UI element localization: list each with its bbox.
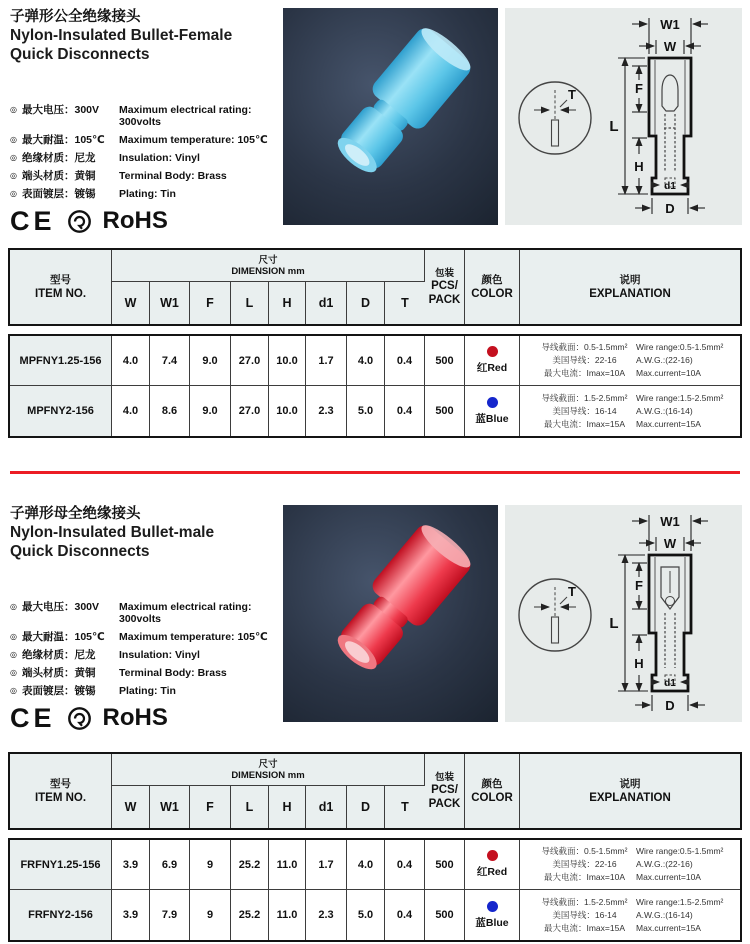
certification-logos: [10, 206, 278, 236]
dim-cell: 3.9: [112, 840, 150, 890]
dim-cell: 11.0: [269, 890, 306, 940]
bullet-icon: ◎: [10, 650, 17, 659]
spec-cn: 最大耐温：105℃: [22, 631, 105, 643]
explanation-cell: 导线截面：0.5-1.5mm² Wire range:0.5-1.5mm² 美国导线：22-16 A.W.G.:(22-16) 最大电流：Imax=10A Max.current=10A: [520, 336, 740, 386]
dim-cell: 25.2: [231, 840, 269, 890]
dim-cell: 1.7: [306, 840, 347, 890]
dim-cell: 4.0: [347, 840, 385, 890]
dim-label-h: H: [634, 656, 644, 671]
spec-row: [10, 170, 278, 182]
red-divider: [10, 471, 740, 474]
rohs-label: RoHS: [102, 704, 168, 731]
spec-row: [10, 685, 278, 697]
dim-cell: 5.0: [347, 386, 385, 436]
dim-cell: 9: [190, 890, 231, 940]
dim-cell: 27.0: [231, 386, 269, 436]
spec-cn: 绝缘材质：尼龙: [22, 152, 96, 164]
pack-cell: 500: [425, 890, 465, 940]
col-header-color: 颜色 COLOR: [465, 250, 520, 324]
col-header-T: T: [401, 800, 409, 814]
col-header-d1: d1: [306, 282, 347, 324]
product-title-cn: 子弹形母全绝缘接头: [10, 506, 141, 522]
dim-cell: 2.3: [306, 890, 347, 940]
spec-row: [10, 601, 278, 625]
bullet-icon: ◎: [10, 189, 17, 198]
spec-row: [10, 134, 278, 146]
product-title-cn: 子弹形公全绝缘接头: [10, 9, 141, 25]
dim-label-w1: W1: [660, 514, 680, 529]
col-header-F: F: [190, 786, 231, 828]
color-dot-red: [487, 346, 498, 357]
explanation-cell: 导线截面：1.5-2.5mm² Wire range:1.5-2.5mm² 美国导线：16-14 A.W.G.:(16-14) 最大电流：Imax=15A Max.current=15A: [541, 896, 724, 933]
spec-row: [10, 188, 278, 200]
col-header-D: D: [347, 786, 385, 828]
dim-label-d: D: [665, 698, 675, 713]
dim-cell: 0.4: [385, 386, 425, 436]
explanation-cell: 导线截面：1.5-2.5mm² Wire range:1.5-2.5mm² 美国导线：16-14 A.W.G.:(16-14) 最大电流：Imax=15A Max.current=15A: [541, 392, 724, 429]
col-header-W1: W1: [150, 282, 190, 324]
col-header-pack: 包装 PCS/ PACK: [425, 250, 465, 324]
table-1-header: [8, 248, 742, 326]
spec-en: Maximum temperature: 105℃: [119, 134, 268, 146]
spec-row: [10, 631, 278, 643]
col-header-pack: 包装 PCS/ PACK: [425, 754, 465, 828]
col-header-D: D: [347, 282, 385, 324]
dim-label-h: H: [634, 159, 644, 174]
col-header-F: F: [190, 282, 231, 324]
spec-cn: 最大电压：300V: [22, 601, 100, 613]
spec-row: [10, 152, 278, 164]
product-info-1: [10, 8, 278, 236]
dim-cell: 9: [190, 840, 231, 890]
color-cell: 红Red: [465, 840, 520, 890]
item-no-cell: FRFNY1.25-156: [10, 840, 112, 890]
dim-label-w: W: [663, 536, 677, 551]
dim-cell: 0.4: [385, 840, 425, 890]
spec-en: Plating: Tin: [119, 685, 176, 697]
rohs-label: RoHS: [102, 207, 168, 234]
color-dot-blue: [487, 901, 498, 912]
item-no-cell: MPFNY2-156: [10, 386, 112, 436]
col-header-item: 型号 ITEM NO.: [10, 754, 112, 828]
certification-logos: [10, 703, 278, 733]
dim-cell: 1.7: [306, 336, 347, 386]
spec-en: Maximum temperature: 105℃: [119, 631, 268, 643]
product-title-en: Nylon-Insulated Bullet-Female: [10, 27, 233, 44]
product-title-en2: Quick Disconnects: [10, 543, 150, 560]
col-header-H: H: [269, 282, 306, 324]
product-photo-blue: [283, 8, 498, 225]
item-no-cell: FRFNY2-156: [10, 890, 112, 940]
technical-drawing-panel: [505, 505, 742, 722]
spec-en: Maximum electrical rating: 300volts: [119, 601, 252, 625]
spec-cn: 表面镀层：镀锡: [22, 188, 96, 200]
dim-label-d: D: [665, 201, 675, 216]
explanation-cell: 导线截面：0.5-1.5mm² Wire range:0.5-1.5mm² 美国导线：22-16 A.W.G.:(22-16) 最大电流：Imax=10A Max.current=10A: [520, 840, 740, 890]
dim-cell: 4.0: [112, 336, 150, 386]
dim-label-w: W: [663, 39, 677, 54]
col-header-W1: W1: [150, 786, 190, 828]
spec-cn: 端头材质：黄铜: [22, 667, 96, 679]
spec-row: [10, 667, 278, 679]
ce-mark-icon: CE: [10, 206, 56, 236]
dim-cell: 0.4: [385, 890, 425, 940]
color-dot-blue: [487, 397, 498, 408]
spec-list: [10, 601, 278, 697]
dim-label-w1: W1: [660, 17, 680, 32]
spec-en: Terminal Body: Brass: [119, 170, 227, 182]
technical-drawing: [505, 8, 742, 225]
spec-en: Insulation: Vinyl: [119, 649, 200, 661]
col-header-T: T: [401, 296, 409, 310]
pack-cell: 500: [425, 336, 465, 386]
spec-row: [10, 104, 278, 128]
spec-en: Maximum electrical rating: 300volts: [119, 104, 252, 128]
spec-row: [10, 649, 278, 661]
inner-terminal-female: [662, 75, 678, 187]
col-header-explanation: 说明 EXPLANATION: [589, 273, 671, 300]
dim-cell: 3.9: [112, 890, 150, 940]
dim-cell: 0.4: [385, 336, 425, 386]
dim-cell: 5.0: [347, 890, 385, 940]
dim-cell: 10.0: [269, 336, 306, 386]
spec-cn: 最大电压：300V: [22, 104, 100, 116]
bullet-icon: ◎: [10, 602, 17, 611]
dim-cell: 6.9: [150, 840, 190, 890]
dim-cell: 9.0: [190, 386, 231, 436]
table-2-body: [8, 838, 742, 942]
spec-cn: 绝缘材质：尼龙: [22, 649, 96, 661]
pack-cell: 500: [425, 840, 465, 890]
bullet-icon: ◎: [10, 632, 17, 641]
color-cell: 蓝Blue: [465, 386, 520, 436]
product-info-2: [10, 505, 278, 733]
red-connector-image: [283, 505, 498, 722]
dim-cell: 27.0: [231, 336, 269, 386]
col-header-dimension: 尺寸 DIMENSION mm: [112, 754, 425, 786]
pack-cell: 500: [425, 386, 465, 436]
cert-circle-icon: [67, 209, 92, 234]
dim-cell: 10.0: [269, 386, 306, 436]
col-header-L: L: [231, 282, 269, 324]
table-2-header: [8, 752, 742, 830]
dim-cell: 9.0: [190, 336, 231, 386]
col-header-L: L: [231, 786, 269, 828]
product-title-en: Nylon-Insulated Bullet-male: [10, 524, 215, 541]
color-dot-red: [487, 850, 498, 861]
dim-cell: 8.6: [150, 386, 190, 436]
technical-drawing: [505, 505, 742, 722]
table-1-body: [8, 334, 742, 438]
dim-cell: 2.3: [306, 386, 347, 436]
dim-label-l: L: [609, 615, 619, 632]
dim-cell: 4.0: [347, 336, 385, 386]
col-header-d1: d1: [306, 786, 347, 828]
bullet-icon: ◎: [10, 171, 17, 180]
color-cell: 蓝Blue: [465, 890, 520, 940]
col-header-dimension: 尺寸 DIMENSION mm: [112, 250, 425, 282]
dim-cell: 7.4: [150, 336, 190, 386]
col-header-color: 颜色 COLOR: [465, 754, 520, 828]
spec-list: [10, 104, 278, 200]
col-header-W: W: [112, 282, 150, 324]
col-header-item: 型号 ITEM NO.: [10, 250, 112, 324]
technical-drawing-panel: [505, 8, 742, 225]
dim-cell: 11.0: [269, 840, 306, 890]
bullet-icon: ◎: [10, 135, 17, 144]
cross-section-view: [519, 82, 591, 154]
section-bullet-male: [0, 497, 750, 737]
cert-circle-icon: [67, 706, 92, 731]
cross-section-view: [519, 579, 591, 651]
spec-en: Plating: Tin: [119, 188, 176, 200]
blue-connector-image: [283, 8, 498, 225]
bullet-icon: ◎: [10, 686, 17, 695]
bullet-icon: ◎: [10, 153, 17, 162]
section-bullet-female: [0, 0, 750, 240]
dim-label-f: F: [635, 578, 643, 593]
col-header-W: W: [112, 786, 150, 828]
dim-label-f: F: [635, 81, 643, 96]
item-no-cell: MPFNY1.25-156: [10, 336, 112, 386]
dim-label-l: L: [609, 118, 619, 135]
bullet-icon: ◎: [10, 668, 17, 677]
col-header-explanation: 说明 EXPLANATION: [589, 777, 671, 804]
dim-label-d1: d1: [664, 181, 676, 192]
spec-cn: 最大耐温：105℃: [22, 134, 105, 146]
dim-cell: 25.2: [231, 890, 269, 940]
color-cell: 红Red: [465, 336, 520, 386]
col-header-H: H: [269, 786, 306, 828]
bullet-icon: ◎: [10, 105, 17, 114]
ce-mark-icon: CE: [10, 703, 56, 733]
spec-en: Insulation: Vinyl: [119, 152, 200, 164]
dim-cell: 4.0: [112, 386, 150, 436]
product-photo-red: [283, 505, 498, 722]
spec-en: Terminal Body: Brass: [119, 667, 227, 679]
dim-cell: 7.9: [150, 890, 190, 940]
spec-cn: 表面镀层：镀锡: [22, 685, 96, 697]
spec-cn: 端头材质：黄铜: [22, 170, 96, 182]
dim-label-d1: d1: [664, 678, 676, 689]
dim-label-t: T: [568, 87, 576, 102]
inner-terminal-male: [661, 567, 679, 684]
product-title-en2: Quick Disconnects: [10, 46, 150, 63]
dim-label-t: T: [568, 584, 576, 599]
